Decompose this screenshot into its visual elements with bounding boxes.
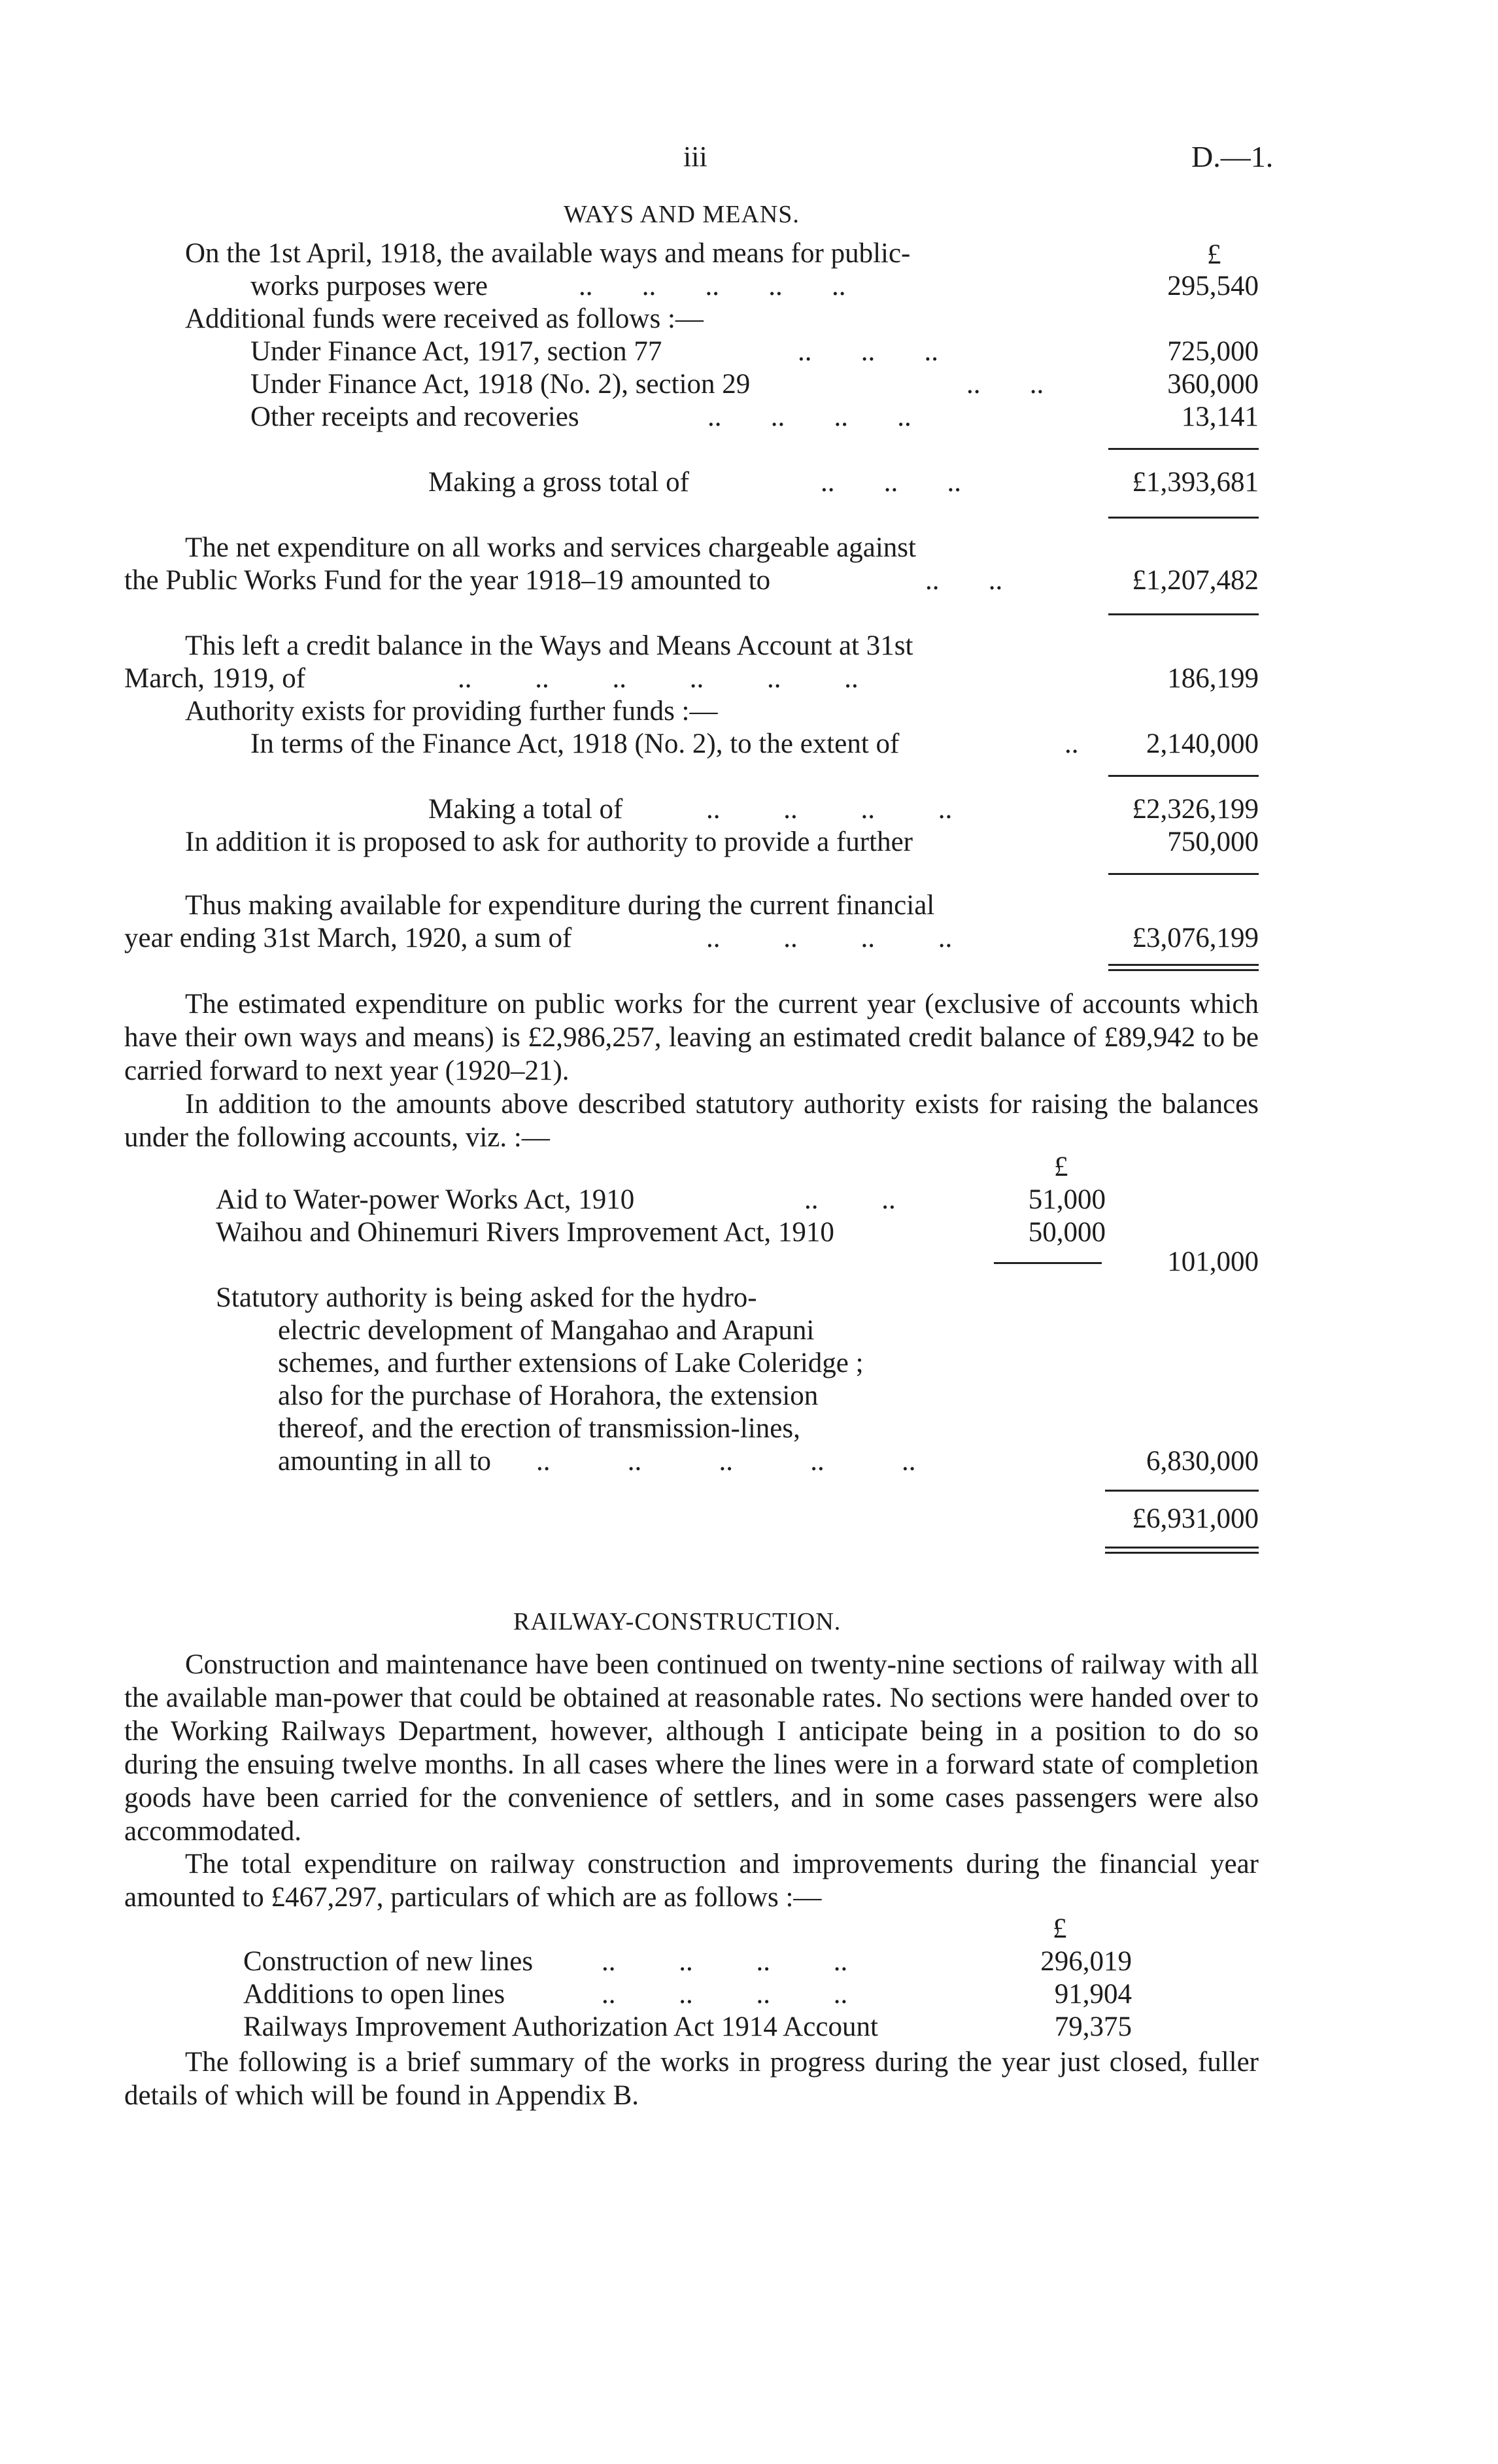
account-amount: 50,000 [1028, 1217, 1106, 1248]
gross-total-label: Making a gross total of [428, 467, 689, 498]
credit-balance-line-2: March, 1919, of [124, 663, 306, 694]
sum-rule [1108, 448, 1259, 450]
document-reference: D.—1. [1191, 140, 1274, 173]
additional-funds-label: Additional funds were received as follows :— [185, 303, 704, 334]
leader-dots: .. [1064, 728, 1079, 759]
leader-dots: .. .. .. [798, 336, 938, 367]
hydro-line: thereof, and the erection of transmission-lines, [278, 1413, 800, 1444]
double-rule [1105, 1552, 1259, 1554]
hydro-line: schemes, and further extensions of Lake Coleridge ; [278, 1348, 864, 1378]
leader-dots: .. .. [925, 565, 1003, 596]
accounts-currency-head: £ [1054, 1152, 1068, 1182]
double-rule [1108, 964, 1259, 966]
railway-item-amount: 79,375 [1054, 2011, 1132, 2042]
account-label: Aid to Water-power Works Act, 1910 [216, 1184, 635, 1215]
net-expenditure-line-1: The net expenditure on all works and services chargeable against [185, 532, 916, 563]
receipt-amount: 360,000 [1167, 369, 1259, 400]
authority-amount: 2,140,000 [1146, 728, 1259, 759]
leader-dots: .. .. .. [821, 467, 961, 498]
grand-total: £6,931,000 [1132, 1503, 1259, 1534]
railway-construction-heading: RAILWAY-CONSTRUCTION. [513, 1608, 842, 1635]
sum-rule [1108, 873, 1259, 875]
leader-dots: .. .. .. .. [602, 1979, 848, 2010]
railway-item-label: Additions to open lines [243, 1979, 505, 2010]
leader-dots: .. .. .. .. .. [536, 1446, 916, 1477]
available-line-1: Thus making available for expenditure during the current financial [185, 890, 935, 921]
account-amount: 51,000 [1028, 1184, 1106, 1215]
leader-dots: .. .. [804, 1184, 896, 1215]
statutory-paragraph: In addition to the amounts above described statutory authority exists for raising the balances under the following accounts, viz. :— [124, 1089, 1259, 1153]
addition-label: In addition it is proposed to ask for authority to provide a further [185, 827, 913, 857]
leader-dots: .. .. .. .. [706, 923, 953, 953]
ways-and-means-heading: WAYS AND MEANS. [564, 201, 800, 228]
closing-paragraph: The following is a brief summary of the works in progress during the year just closed, fuller details of which will be found in Appendix B. [124, 2047, 1259, 2111]
railway-item-amount: 296,019 [1040, 1946, 1132, 1977]
sum-rule [994, 1262, 1102, 1264]
sum-rule [1108, 613, 1259, 615]
sum-rule [1108, 775, 1259, 777]
receipt-amount: 725,000 [1167, 336, 1259, 367]
net-expenditure-amount: £1,207,482 [1132, 565, 1259, 596]
railway-item-amount: 91,904 [1054, 1979, 1132, 2010]
leader-dots: .. .. .. .. [706, 794, 953, 825]
receipt-label: Other receipts and recoveries [250, 402, 579, 432]
available-line-2: year ending 31st March, 1920, a sum of [124, 923, 572, 953]
railway-paragraph-1: Construction and maintenance have been continued on twenty-nine sections of railway with all the available man-power that could be obtained at reasonable rates. No sections were handed over to the Working Railways Department, however, although I anticipate being in a position to do so during the ensuing twelve months. In all cases where the lines were in a forward state of completion goods have been carried for the convenience of settlers, and in some cases passengers were also accommodated. [124, 1649, 1259, 1847]
gross-total-amount: £1,393,681 [1132, 467, 1259, 498]
hydro-line: Statutory authority is being asked for the hydro- [216, 1282, 757, 1313]
leader-dots: .. .. [966, 369, 1044, 400]
receipt-label: Under Finance Act, 1917, section 77 [250, 336, 662, 367]
hydro-line: also for the purchase of Horahora, the extension [278, 1380, 819, 1411]
sum-rule [1105, 1490, 1259, 1492]
hydro-line: amounting in all to [278, 1446, 492, 1477]
account-label: Waihou and Ohinemuri Rivers Improvement Act, 1910 [216, 1217, 834, 1248]
addition-amount: 750,000 [1167, 827, 1259, 857]
total-amount: £2,326,199 [1132, 794, 1259, 825]
intro-line-1: On the 1st April, 1918, the available ways and means for public- [185, 238, 911, 269]
intro-line-2: works purposes were [250, 271, 488, 301]
authority-label: Authority exists for providing further funds :— [185, 696, 718, 727]
receipt-label: Under Finance Act, 1918 (No. 2), section 29 [250, 369, 751, 400]
sum-rule [1108, 517, 1259, 519]
leader-dots: .. .. .. .. .. .. [458, 663, 859, 694]
railway-item-label: Construction of new lines [243, 1946, 534, 1977]
double-rule [1108, 969, 1259, 971]
leader-dots: .. .. .. .. [602, 1946, 848, 1977]
receipt-amount: 13,141 [1181, 402, 1259, 432]
leader-dots: .. .. .. .. [707, 402, 911, 432]
credit-balance-amount: 186,199 [1167, 663, 1259, 694]
total-label: Making a total of [428, 794, 623, 825]
hydro-line: electric development of Mangahao and Arapuni [278, 1315, 815, 1346]
intro-amount: 295,540 [1167, 271, 1259, 301]
railway-currency-head: £ [1053, 1913, 1067, 1944]
railway-item-label: Railways Improvement Authorization Act 1914 Account [243, 2011, 878, 2042]
accounts-total: 101,000 [1167, 1246, 1259, 1277]
leader-dots: .. .. .. .. .. [579, 271, 846, 301]
available-amount: £3,076,199 [1132, 923, 1259, 953]
currency-column-head: £ [1207, 239, 1221, 270]
credit-balance-line-1: This left a credit balance in the Ways and Means Account at 31st [185, 630, 913, 661]
authority-line: In terms of the Finance Act, 1918 (No. 2), to the extent of [250, 728, 900, 759]
net-expenditure-line-2: the Public Works Fund for the year 1918–19 amounted to [124, 565, 771, 596]
double-rule [1105, 1547, 1259, 1549]
railway-paragraph-2: The total expenditure on railway construction and improvements during the financial year amounted to £467,297, particulars of which are as follows :— [124, 1849, 1259, 1913]
page-number: iii [683, 141, 707, 173]
hydro-amount: 6,830,000 [1146, 1446, 1259, 1477]
estimate-paragraph: The estimated expenditure on public works for the current year (exclusive of accounts which have their own ways and means) is £2,986,257, leaving an estimated credit balance of £89,942 to be carried forward to next year (1920–21). [124, 989, 1259, 1086]
